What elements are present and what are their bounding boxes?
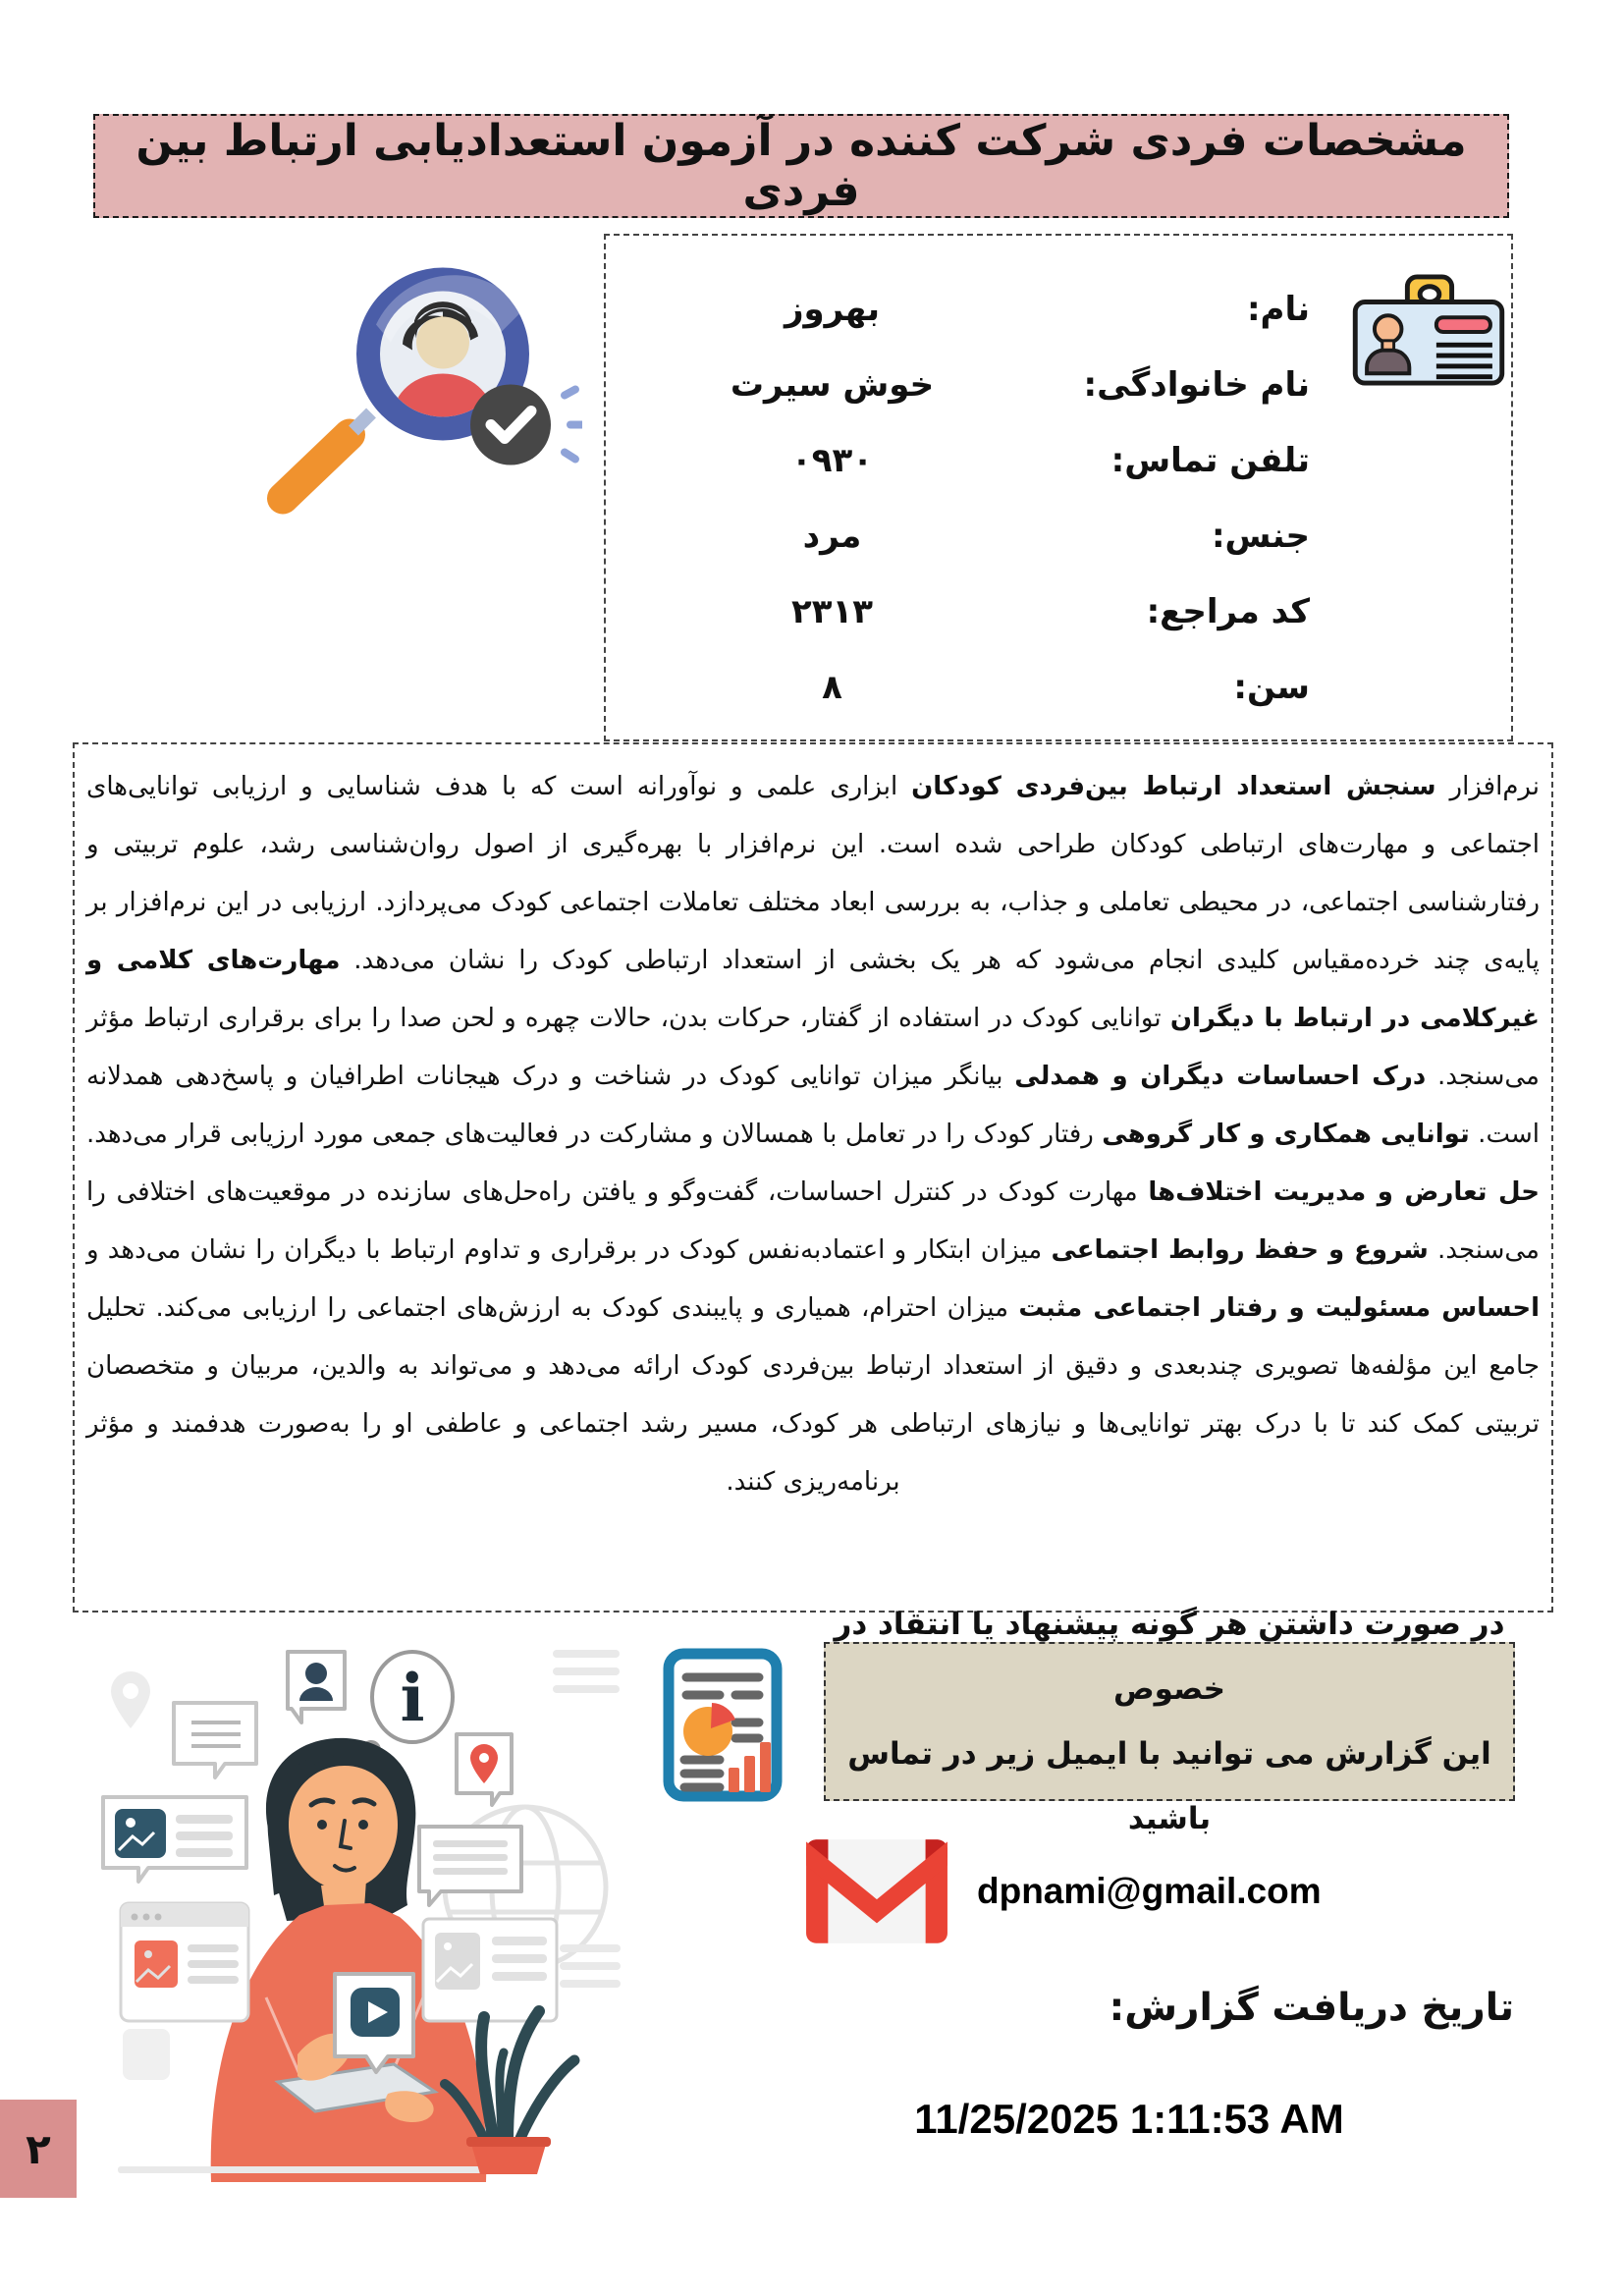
magnifier-handle xyxy=(283,435,350,499)
svg-text:i: i xyxy=(400,1660,425,1736)
location-pin-bubble xyxy=(457,1734,512,1805)
report-chart-icon xyxy=(663,1648,783,1802)
location-pin-faint-icon xyxy=(111,1671,150,1728)
page-number-badge: ۲ xyxy=(0,2100,77,2198)
software-description: نرم‌افزار سنجش استعداد ارتباط بین‌فردی کودکان ابزاری علمی و نوآورانه است که با هدف شناسایی و ارزیابی توانایی‌های اجتماعی و مهارت‌های ارتباطی کودکان طراحی شده است. این نرم‌افزار با بهره‌گیری از اصول روان‌شناسی رشد، علوم تربیتی و رفتارشناسی اجتماعی، در محیطی تعاملی و جذاب، به بررسی ابعاد مختلف تعاملات اجتماعی کودک می‌پردازد. ارزیابی در این نرم‌افزار بر پایه‌ی چند خرده‌مقیاس کلیدی انجام می‌شود که هر یک بخشی از استعداد ارتباطی کودک را نشان می‌دهد. مهارت‌های کلامی و غیرکلامی در ارتباط با دیگران توانایی کودک در استفاده از گفتار، حرکات بدن، حالات چهره و لحن صدا را برای برقراری ارتباط مؤثر می‌سنجد. درک احساسات دیگران و همدلی بیانگر میزان توانایی کودک در شناخت و درک هیجانات اطرافیان و پاسخ‌دهی همدلانه است. توانایی همکاری و کار گروهی رفتار کودک را در تعامل با همسالان و مشارکت در فعالیت‌های جمعی مورد ارزیابی قرار می‌دهد. حل تعارض و مدیریت اختلاف‌ها مهارت کودک در کنترل احساسات، گفت‌وگو و یافتن راه‌حل‌های سازنده در موقعیت‌های اختلافی را می‌سنجد. شروع و حفظ روابط اجتماعی میزان ابتکار و اعتمادبه‌نفس کودک در برقراری و تداوم ارتباط با دیگران را نشان می‌دهد و احساس مسئولیت و رفتار اجتماعی مثبت میزان احترام، همیاری و پایبندی کودک به ارزش‌های اجتماعی را ارزیابی می‌کند. تحلیل جامع این مؤلفه‌ها تصویری چندبعدی و دقیق از استعداد ارتباط بین‌فردی کودک ارائه می‌دهد و می‌تواند به والدین، مربیان و متخصصان تربیتی کمک کند تا با درک بهتر توانایی‌ها و نیازهای ارتباطی هر کودک، مسیر رشد اجتماعی و عاطفی او را به‌صورت هدفمند و مؤثر برنامه‌ریزی کنند. xyxy=(73,742,1553,1613)
contact-email-row xyxy=(802,1834,1322,1948)
info-icon xyxy=(363,1652,453,1758)
field-first-name xyxy=(606,271,1511,347)
field-reference-code xyxy=(606,574,1511,649)
field-label: جنس: xyxy=(1211,516,1310,556)
field-phone xyxy=(606,422,1511,498)
feedback-note xyxy=(824,1607,1515,1836)
gmail-icon xyxy=(802,1834,951,1948)
field-label: تلفن تماس: xyxy=(1110,440,1310,480)
field-value: مرد xyxy=(802,516,862,556)
communication-illustration xyxy=(64,1632,628,2197)
field-value: بهروز xyxy=(784,289,881,329)
image-card-bubble xyxy=(103,1797,246,1882)
field-label: نام خانوادگی: xyxy=(1083,364,1310,405)
report-datetime: 11/25/2025 1:11:53 AM xyxy=(914,2096,1344,2142)
video-bubble xyxy=(335,1974,413,2072)
field-label: کد مراجع: xyxy=(1146,591,1310,631)
page-title: مشخصات فردی شرکت کننده در آزمون استعدادیابی ارتباط بین فردی xyxy=(93,114,1509,218)
person-bubble xyxy=(288,1652,345,1722)
field-label: نام: xyxy=(1246,289,1310,329)
participant-info-box xyxy=(604,234,1513,741)
text-bubble xyxy=(419,1827,521,1905)
browser-card xyxy=(121,1903,248,2021)
contact-email: dpnami@gmail.com xyxy=(977,1871,1322,1911)
media-card xyxy=(423,1919,557,2021)
feedback-line-1: در صورت داشتن هر گونه پیشنهاد یا انتقاد در خصوص xyxy=(834,1607,1505,1707)
field-value: ۰۹۳۰ xyxy=(790,440,873,480)
field-value: ۲۳۱۳ xyxy=(790,591,873,631)
field-gender xyxy=(606,498,1511,574)
search-person-icon xyxy=(244,253,582,528)
field-label: سن: xyxy=(1233,667,1310,707)
field-last-name xyxy=(606,347,1511,422)
feedback-line-2: این گزارش می توانید با ایمیل زیر در تماس باشید xyxy=(847,1736,1491,1836)
field-value: خوش سیرت xyxy=(730,364,935,405)
participant-fields xyxy=(606,236,1511,739)
report-date-label: تاریخ دریافت گزارش: xyxy=(1109,1986,1514,2030)
text-bubble xyxy=(174,1703,256,1777)
field-value: ۸ xyxy=(822,667,842,707)
field-age xyxy=(606,649,1511,725)
